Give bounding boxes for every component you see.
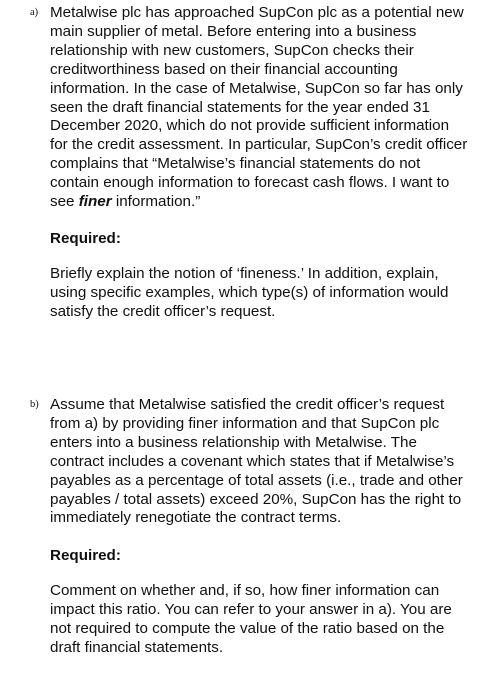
question-a-marker: a) — [30, 7, 39, 18]
question-a-text-before: Metalwise plc has approached SupCon plc as a potential new main supplier of metal. Before entering into a business relationship with new customers, SupCon checks their creditworthiness based on their financial accounting information. In the case of Metalwise, SupCon so far has only seen the draft financial statements for the year ended 31 December 2020, which do not provide sufficient information for the credit assessment. In particular, SupCon’s credit officer complains that “Metalwise’s financial statements do not contain enough information to forecast cash flows. I want to see — [50, 4, 468, 211]
question-b — [30, 396, 470, 657]
question-a-emphasis: finer — [78, 193, 112, 211]
question-b-body: Assume that Metalwise satisfied the credit officer’s request from a) by providing finer information and that SupCon plc enters into a business relationship with Metalwise. The contract includes a covenant which states that if Metalwise’s payables as a percentage of total assets (i.e., trade and other payables / total assets) exceed 20%, SupCon has the right to immediately renegotiate the contract terms. — [50, 396, 463, 527]
question-b-instruction: Comment on whether and, if so, how finer information can impact this ratio. You can refer to your answer in a). You are not required to compute the value of the ratio based on the draft financial statements. — [50, 582, 452, 657]
question-a — [30, 4, 470, 321]
question-b-required-label: Required: — [50, 547, 121, 565]
question-a-text — [30, 4, 470, 212]
question-b-marker: b) — [30, 399, 39, 410]
question-a-required-label: Required: — [50, 229, 121, 247]
question-a-instruction: Briefly explain the notion of ‘fineness.’ In addition, explain, using specific examples, which type(s) of information would satisfy the credit officer’s request. — [50, 264, 449, 320]
question-a-text-after: information.” — [111, 193, 201, 211]
question-b-text — [30, 396, 470, 528]
